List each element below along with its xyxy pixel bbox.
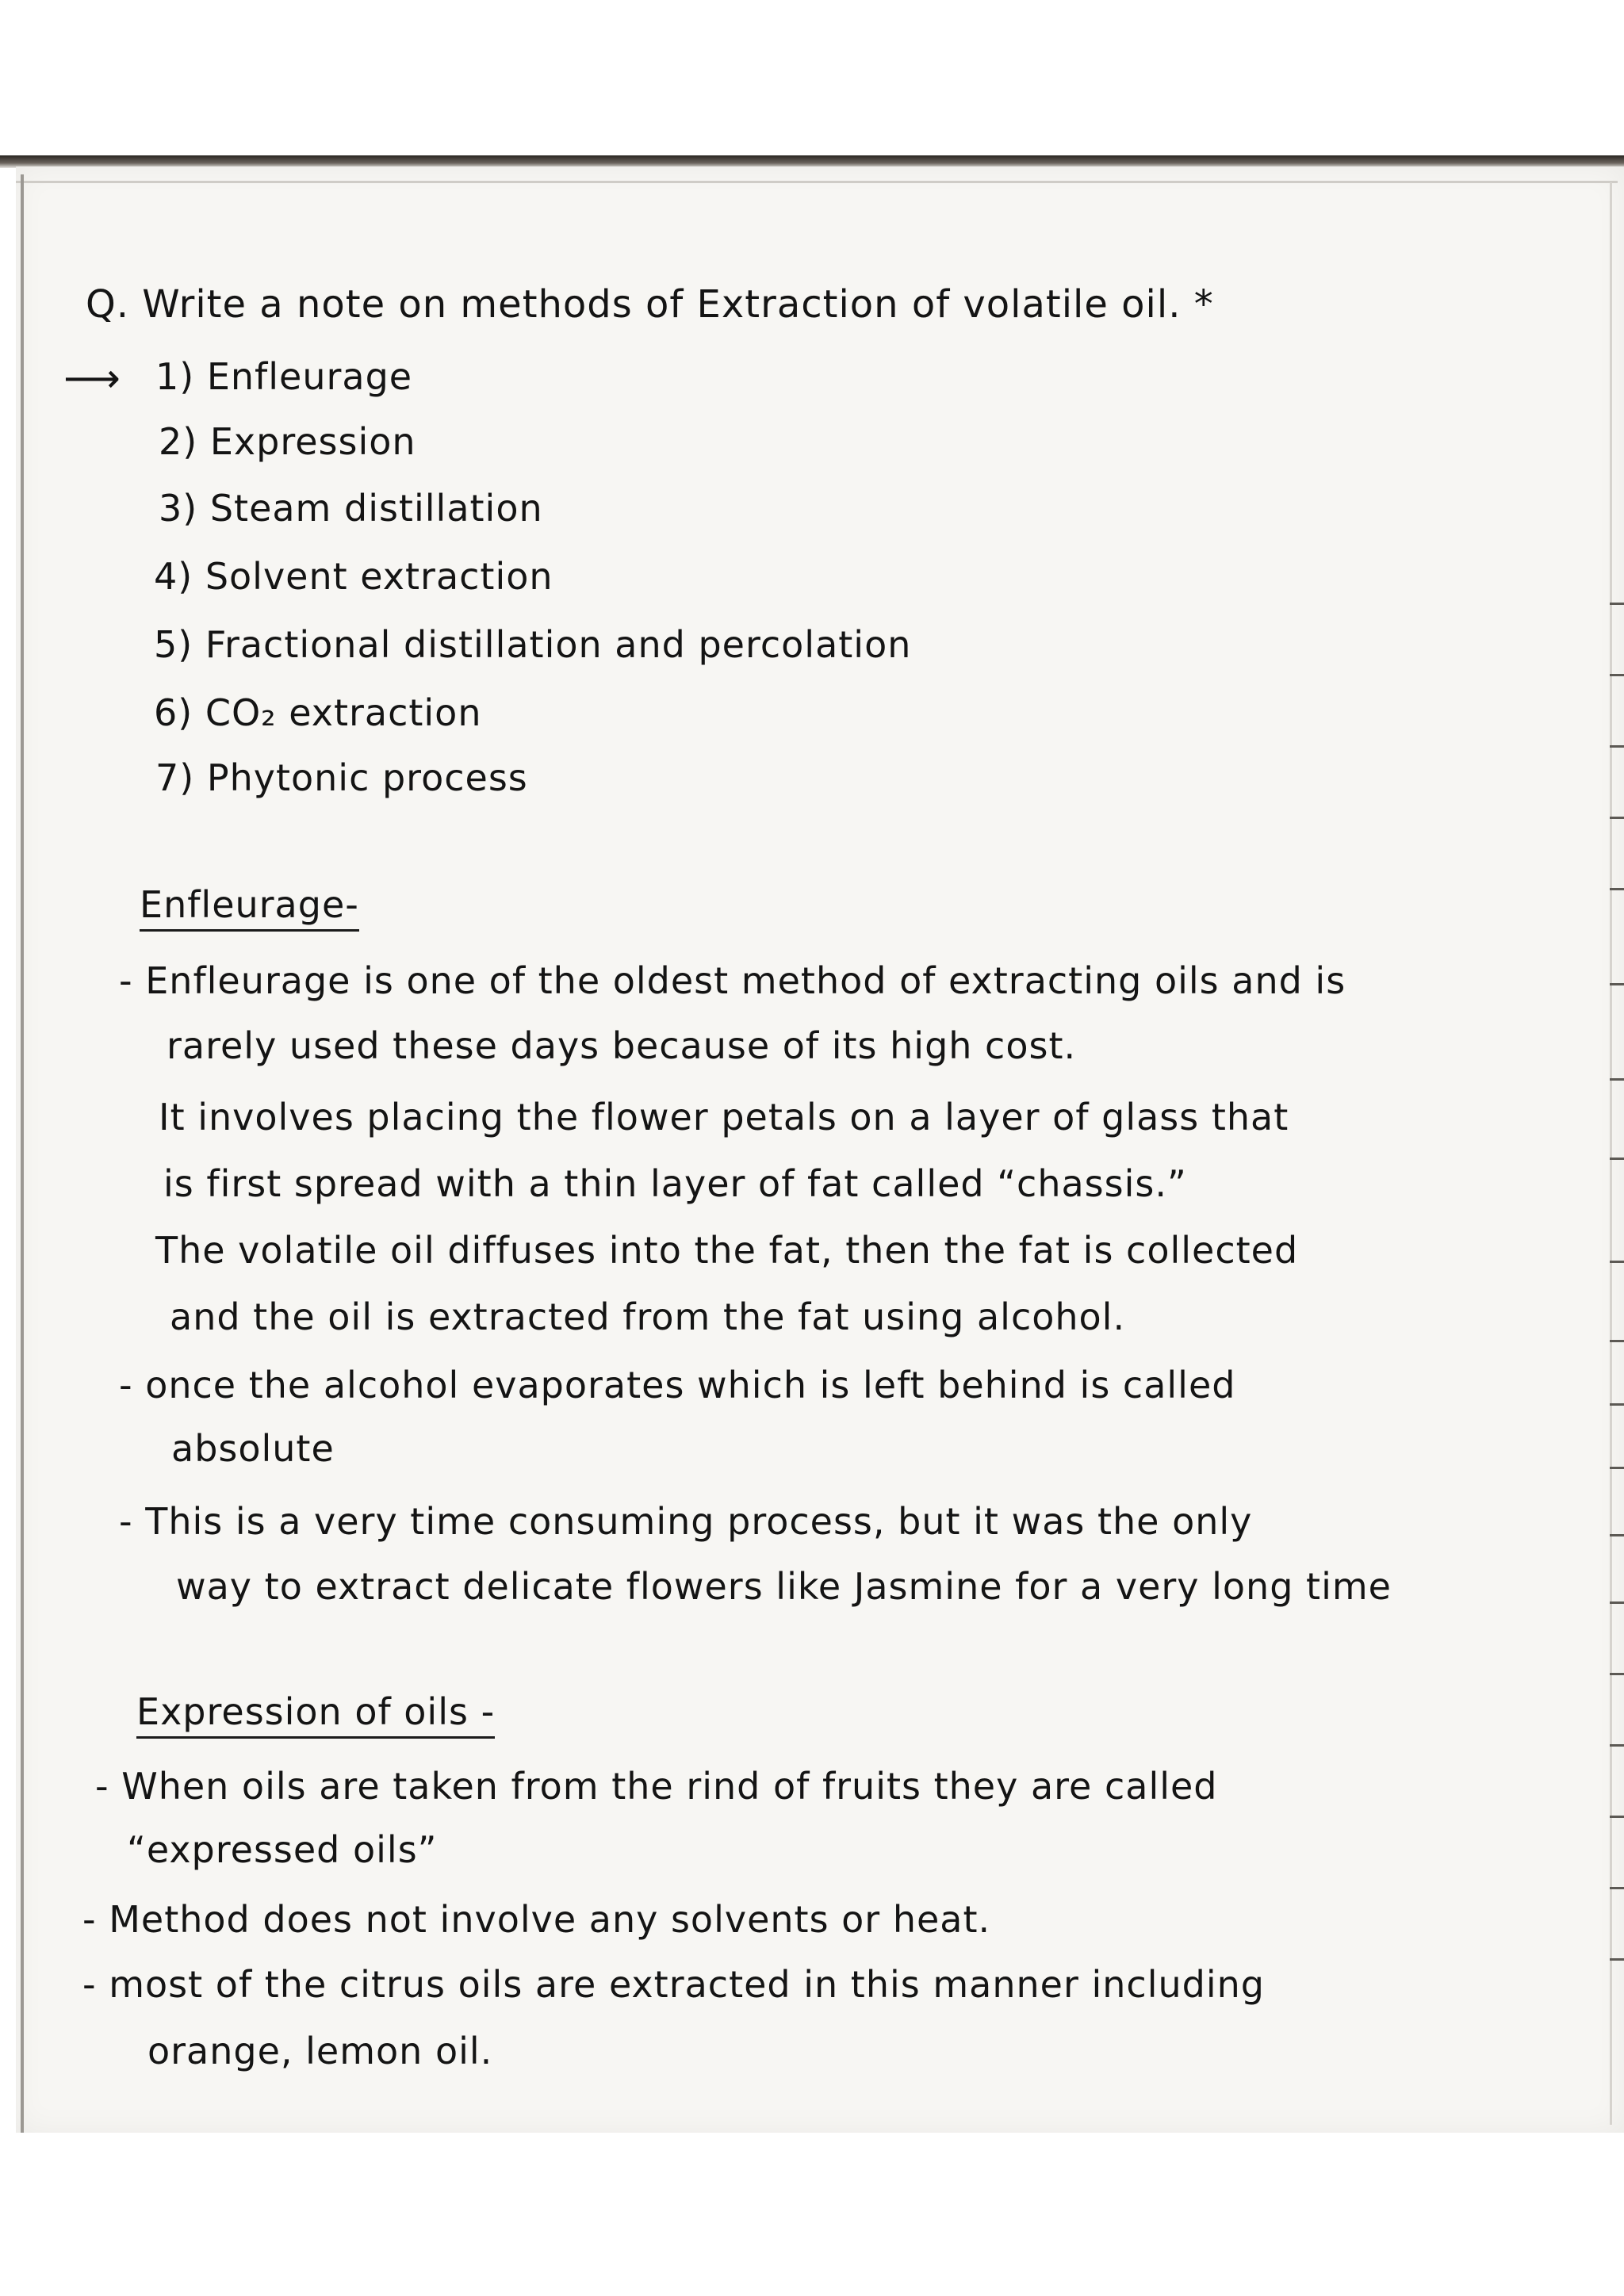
section-heading-enfleurage: Enfleurage-	[140, 883, 359, 932]
method-item: 4) Solvent extraction	[154, 555, 553, 598]
enfleurage-line: It involves placing the flower petals on a layer of glass that	[159, 1096, 1289, 1138]
method-item: 7) Phytonic process	[155, 756, 528, 799]
page-edge-tick	[1610, 1261, 1624, 1263]
method-item: 1) Enfleurage	[155, 355, 413, 398]
enfleurage-line: absolute	[171, 1427, 335, 1470]
expression-line: - most of the citrus oils are extracted in this manner including	[82, 1963, 1265, 2006]
page-edge-tick	[1610, 745, 1624, 748]
method-item: 6) CO₂ extraction	[154, 691, 482, 734]
page-bottom-blank	[0, 2133, 1624, 2296]
page-edge-tick	[1610, 1673, 1624, 1675]
expression-line: “expressed oils”	[127, 1828, 438, 1871]
right-page-edge	[1610, 182, 1612, 2125]
expression-line: orange, lemon oil.	[147, 2030, 493, 2072]
enfleurage-line: The volatile oil diffuses into the fat, then the fat is collected	[155, 1229, 1299, 1272]
page-edge-tick	[1610, 1340, 1624, 1342]
page-edge-tick	[1610, 1467, 1624, 1469]
enfleurage-line: and the oil is extracted from the fat using alcohol.	[170, 1295, 1126, 1338]
left-margin-line	[21, 174, 24, 2133]
page-edge-tick	[1610, 1958, 1624, 1961]
answer-arrow-icon: ⟶	[63, 355, 121, 401]
enfleurage-line: rarely used these days because of its high cost.	[167, 1024, 1077, 1067]
page-edge-tick	[1610, 1744, 1624, 1747]
page-edge-tick	[1610, 603, 1624, 605]
method-item: 2) Expression	[159, 420, 416, 463]
page-top-rule	[16, 181, 1618, 183]
page-edge-tick	[1610, 1887, 1624, 1889]
expression-line: - When oils are taken from the rind of fruits they are called	[95, 1765, 1218, 1808]
method-item: 3) Steam distillation	[159, 487, 543, 530]
page-edge-tick	[1610, 1078, 1624, 1081]
page-edge-tick	[1610, 1601, 1624, 1604]
method-item: 5) Fractional distillation and percolation	[154, 623, 912, 666]
enfleurage-line: - Enfleurage is one of the oldest method of extracting oils and is	[119, 959, 1346, 1002]
page-edge-tick	[1610, 888, 1624, 890]
page-edge-tick	[1610, 817, 1624, 819]
question-text: Q. Write a note on methods of Extraction of volatile oil. *	[86, 282, 1214, 327]
page-edge-tick	[1610, 1403, 1624, 1406]
enfleurage-line: - This is a very time consuming process, but it was the only	[119, 1500, 1253, 1543]
page-edge-tick	[1610, 1816, 1624, 1818]
page-edge-tick	[1610, 1534, 1624, 1536]
enfleurage-line: is first spread with a thin layer of fat called “chassis.”	[163, 1162, 1187, 1205]
section-heading-expression: Expression of oils -	[136, 1690, 495, 1739]
enfleurage-line: - once the alcohol evaporates which is left behind is called	[119, 1364, 1236, 1406]
page-edge-tick	[1610, 674, 1624, 676]
page-edge-tick	[1610, 1158, 1624, 1160]
enfleurage-line: way to extract delicate flowers like Jasmine for a very long time	[176, 1565, 1392, 1608]
page-edge-tick	[1610, 983, 1624, 985]
expression-line: - Method does not involve any solvents or heat.	[82, 1898, 991, 1941]
